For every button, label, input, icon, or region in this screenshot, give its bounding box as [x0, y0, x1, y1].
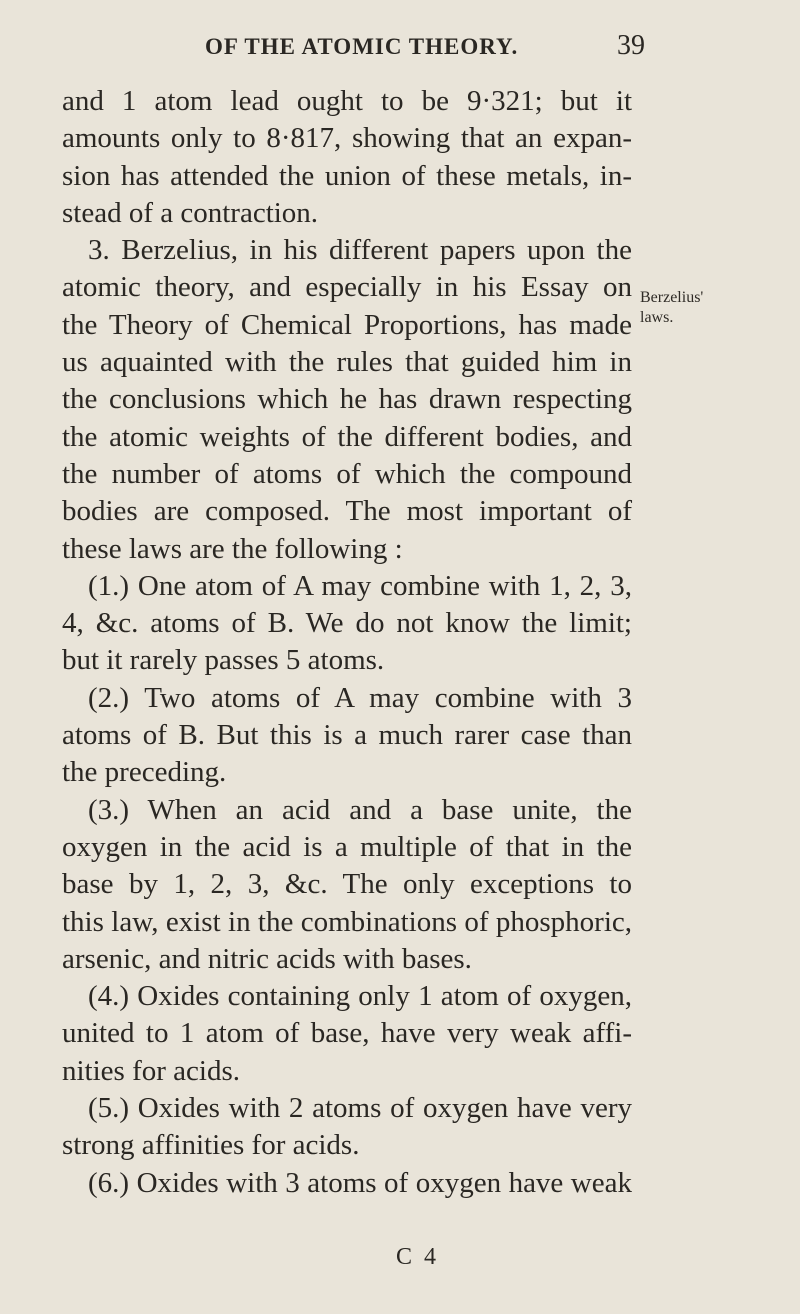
text-line: oxygen in the acid is a multiple of that in the	[62, 830, 632, 863]
text-line: (5.) Oxides with 2 atoms of oxygen have very	[88, 1092, 632, 1125]
text-line: this law, exist in the combinations of phosphoric,	[62, 905, 632, 938]
text-line: and 1 atom lead ought to be 9·321; but it	[62, 85, 632, 117]
text-line: arsenic, and nitric acids with bases.	[62, 942, 472, 975]
text-line: the number of atoms of which the compound	[62, 457, 632, 490]
margin-note-line: Berzelius'	[640, 289, 704, 306]
page-number: 39	[617, 30, 645, 61]
text-line: the conclusions which he has drawn respecting	[62, 383, 632, 416]
text-line: atoms of B. But this is a much rarer case than	[62, 719, 632, 752]
text-line: sion has attended the union of these metals, in-	[62, 159, 632, 192]
body-text	[62, 83, 632, 1202]
text-line: (2.) Two atoms of A may combine with 3	[88, 681, 632, 714]
text-line: stead of a contraction.	[62, 196, 319, 229]
text-line: us aquainted with the rules that guided him in	[62, 346, 632, 379]
text-line: strong affinities for acids.	[62, 1129, 360, 1162]
signature-mark: C 4	[396, 1244, 440, 1270]
text-line: (4.) Oxides containing only 1 atom of oxygen,	[88, 980, 632, 1013]
page-header	[205, 30, 645, 70]
text-line: these laws are the following :	[62, 532, 403, 565]
text-line: (3.) When an acid and a base unite, the	[88, 793, 632, 826]
text-line: base by 1, 2, 3, &c. The only exceptions to	[62, 868, 632, 901]
text-line: (1.) One atom of A may combine with 1, 2, 3,	[88, 569, 632, 602]
text-line: the Theory of Chemical Proportions, has made	[62, 308, 632, 341]
margin-note-line: laws.	[640, 309, 674, 326]
text-line: the atomic weights of the different bodies, and	[62, 420, 632, 453]
text-line: 4, &c. atoms of B. We do not know the limit;	[62, 607, 632, 640]
margin-note	[640, 288, 790, 328]
text-line: 3. Berzelius, in his different papers upon the	[88, 234, 632, 267]
running-title: OF THE ATOMIC THEORY.	[205, 34, 519, 59]
text-line: the preceding.	[62, 756, 227, 789]
text-line: but it rarely passes 5 atoms.	[62, 644, 385, 677]
text-line: united to 1 atom of base, have very weak affi-	[62, 1017, 632, 1050]
text-line: bodies are composed. The most important of	[62, 495, 632, 528]
text-line: (6.) Oxides with 3 atoms of oxygen have weak	[88, 1166, 632, 1199]
text-line: amounts only to 8·817, showing that an expan-	[62, 122, 632, 155]
text-line: nities for acids.	[62, 1054, 240, 1087]
text-line: atomic theory, and especially in his Essay on	[62, 271, 632, 304]
